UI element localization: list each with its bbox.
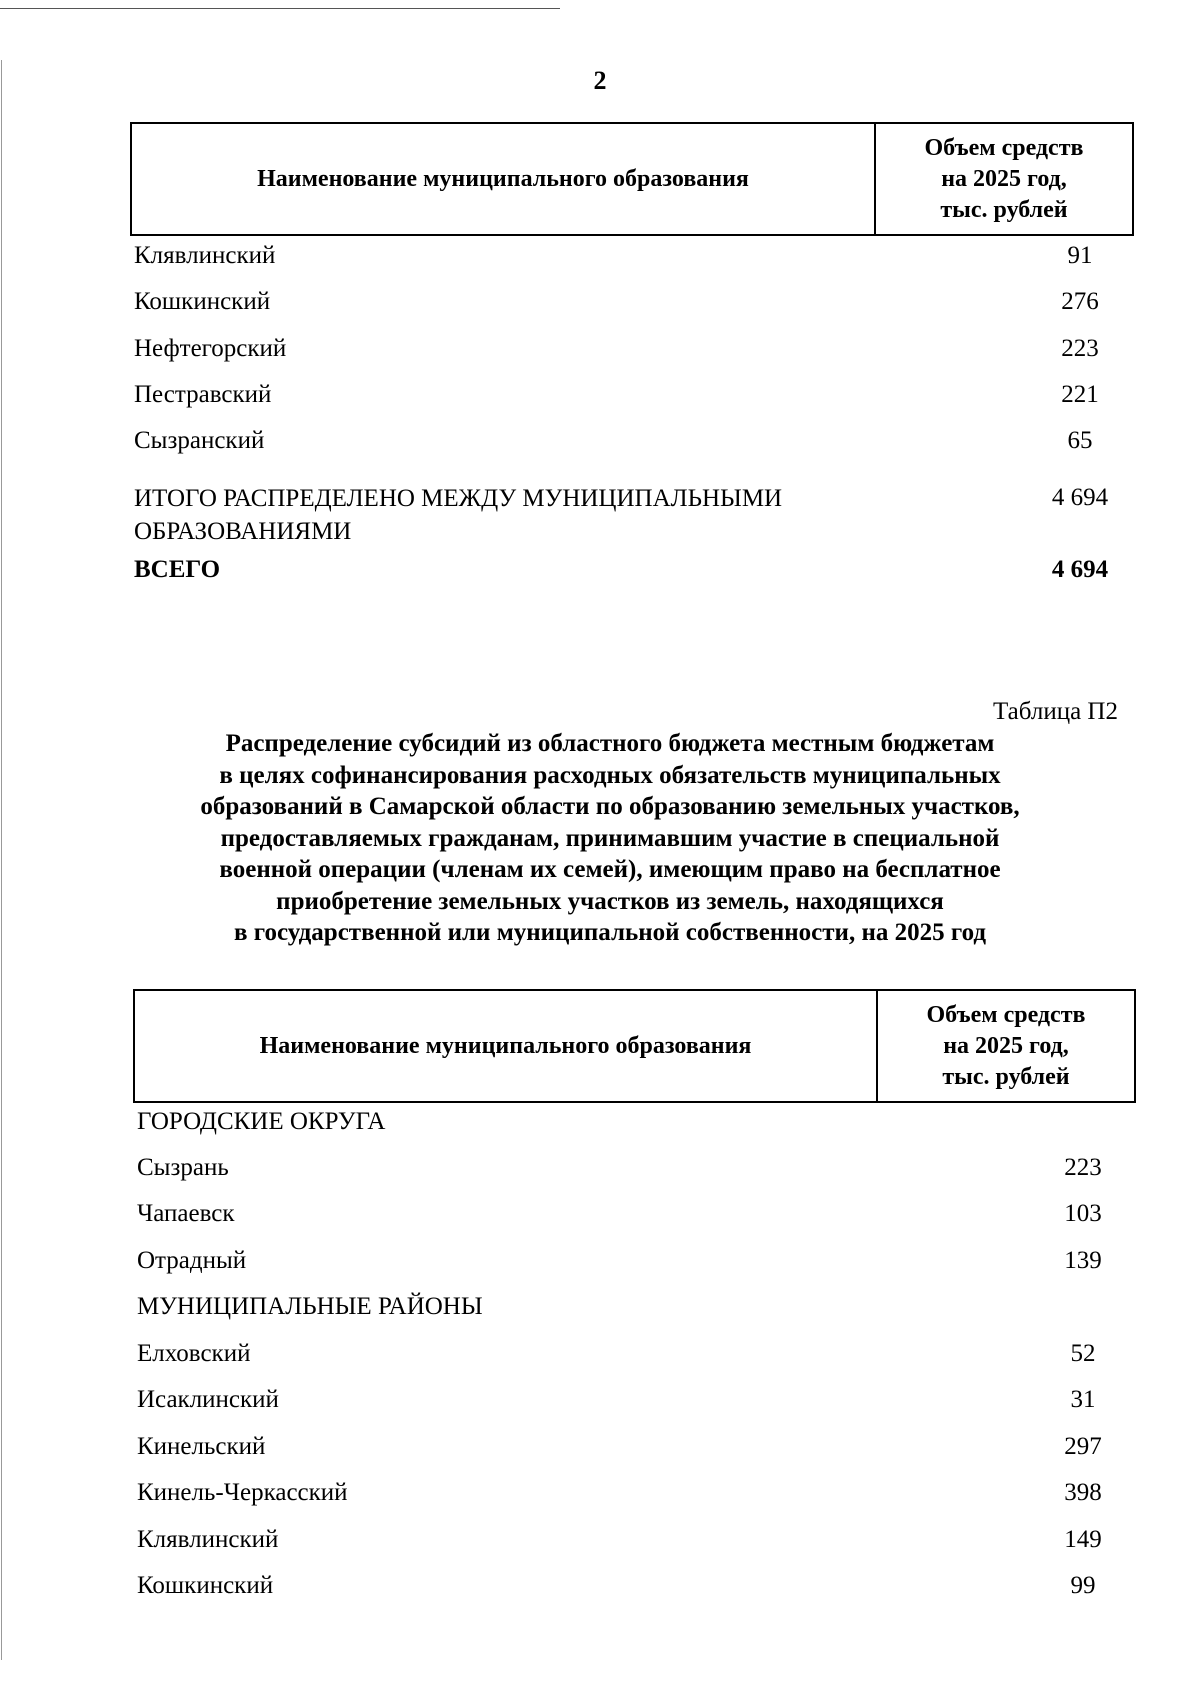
table2-title-line: образований в Самарской области по образованию земельных участков, bbox=[200, 793, 1020, 820]
row-value: 65 bbox=[1067, 427, 1093, 454]
row-value: 398 bbox=[1064, 1479, 1102, 1506]
row-name: Нефтегорский bbox=[134, 335, 287, 362]
table2-title-line: Распределение субсидий из областного бюджета местным бюджетам bbox=[225, 730, 995, 757]
row-name: Чапаевск bbox=[137, 1200, 235, 1227]
row-value: 99 bbox=[1070, 1572, 1096, 1599]
table2-title-line: в целях софинансирования расходных обязательств муниципальных bbox=[219, 761, 1001, 789]
row-value: 297 bbox=[1064, 1433, 1102, 1460]
row-name: Пестравский bbox=[134, 381, 272, 408]
distributed-total-label: ИТОГО РАСПРЕДЕЛЕНО МЕЖДУ МУНИЦИПАЛЬНЫМИ ОБРАЗОВАНИЯМИ bbox=[134, 485, 783, 545]
table2-title-line: военной операции (членам их семей), имеющим право на бесплатное bbox=[219, 856, 1001, 883]
table2-header-value: Объем средств на 2025 год, тыс. рублей bbox=[926, 1001, 1086, 1090]
section-city-label: ГОРОДСКИЕ ОКРУГА bbox=[137, 1108, 386, 1135]
row-name: Исаклинский bbox=[137, 1386, 279, 1413]
table2-title-line: предоставляемых гражданам, принимавшим участие в специальной bbox=[220, 824, 1000, 852]
row-name: Кинельский bbox=[137, 1433, 266, 1460]
row-name: Сызрань bbox=[137, 1154, 229, 1181]
row-value: 103 bbox=[1064, 1200, 1102, 1227]
row-name: Кинель-Черкасский bbox=[137, 1479, 348, 1506]
row-value: 139 bbox=[1064, 1247, 1102, 1274]
page-number: 2 bbox=[593, 66, 607, 95]
row-value: 91 bbox=[1067, 242, 1093, 269]
row-name: Елховский bbox=[137, 1340, 251, 1367]
row-value: 31 bbox=[1070, 1386, 1096, 1413]
row-name: Кошкинский bbox=[137, 1572, 274, 1599]
table2-header-name: Наименование муниципального образования bbox=[135, 991, 878, 1101]
grand-total-value: 4 694 bbox=[1051, 556, 1109, 583]
scan-left-border bbox=[1, 60, 2, 1660]
table1-header-name: Наименование муниципального образования bbox=[132, 124, 876, 234]
row-value: 223 bbox=[1064, 1154, 1102, 1181]
table2-title-line: в государственной или муниципальной собственности, на 2025 год bbox=[233, 919, 987, 946]
row-name: Кошкинский bbox=[134, 288, 271, 315]
row-name: Сызранский bbox=[134, 427, 265, 454]
row-value: 221 bbox=[1061, 381, 1099, 408]
row-value: 52 bbox=[1070, 1340, 1096, 1367]
row-name: Клявлинский bbox=[137, 1526, 279, 1553]
table1-header bbox=[130, 122, 1134, 236]
row-name: Отрадный bbox=[137, 1247, 247, 1274]
table2-label: Таблица П2 bbox=[993, 698, 1118, 725]
scan-top-border bbox=[0, 8, 560, 9]
row-value: 223 bbox=[1061, 335, 1099, 362]
grand-total-label: ВСЕГО bbox=[134, 556, 221, 583]
table2-title bbox=[110, 728, 1110, 949]
table1-header-value: Объем средств на 2025 год, тыс. рублей bbox=[924, 134, 1084, 223]
row-name: Клявлинский bbox=[134, 242, 276, 269]
table2-header bbox=[133, 989, 1136, 1103]
distributed-total-value: 4 694 bbox=[1051, 484, 1109, 511]
row-value: 276 bbox=[1061, 288, 1099, 315]
row-value: 149 bbox=[1064, 1526, 1102, 1553]
table2-title-line: приобретение земельных участков из земель, находящихся bbox=[276, 887, 944, 915]
section-district-label: МУНИЦИПАЛЬНЫЕ РАЙОНЫ bbox=[137, 1293, 483, 1320]
